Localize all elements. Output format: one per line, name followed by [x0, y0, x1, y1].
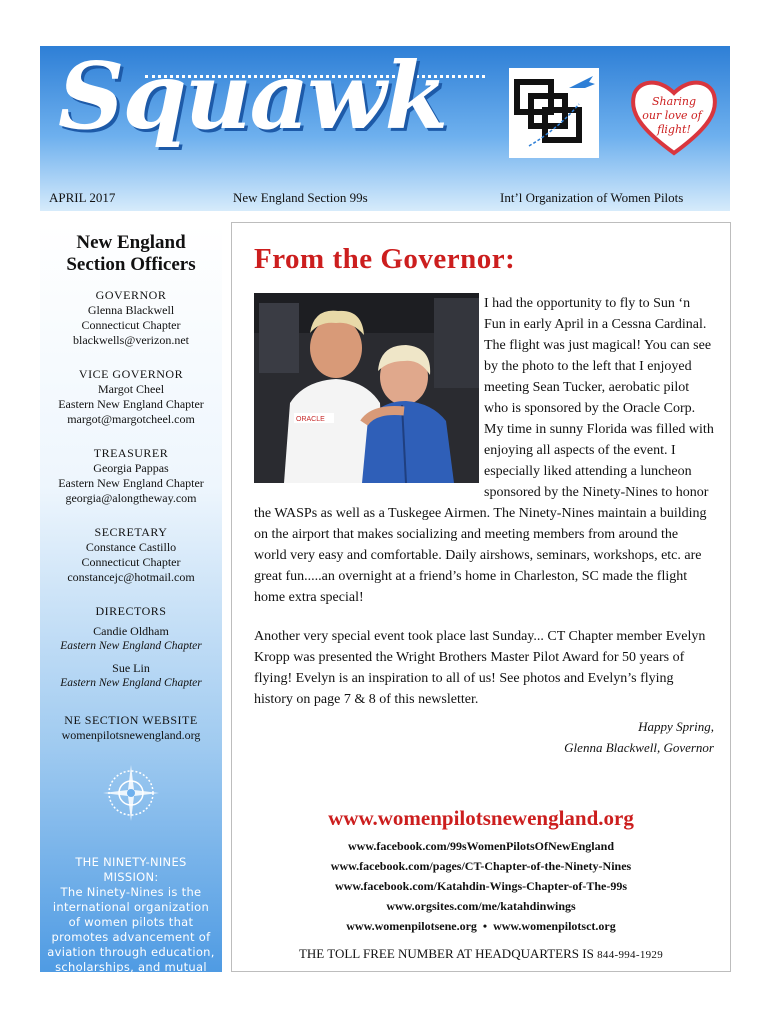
issue-date: APRIL 2017	[49, 190, 116, 205]
ninety-nines-logo	[509, 68, 599, 158]
section-name: New England Section 99s	[233, 190, 368, 205]
sidebar-heading-line1: New England	[76, 232, 186, 253]
officer-email[interactable]: constancejc@hotmail.com	[67, 570, 195, 584]
signoff-signature: Glenna Blackwell, Governor	[564, 740, 714, 755]
officer-email[interactable]: margot@margotcheel.com	[67, 412, 195, 426]
tollfree-number: 844-994-1929	[597, 949, 664, 961]
link-item[interactable]: www.facebook.com/99sWomenPilotsOfNewEngland	[347, 839, 614, 853]
officer-treasurer	[40, 446, 222, 506]
link-item[interactable]: www.facebook.com/pages/CT-Chapter-of-the-Ninety-Nines	[330, 859, 632, 873]
officer-vice-governor	[40, 367, 222, 427]
officer-chapter: Eastern New England Chapter	[58, 397, 204, 411]
director-chapter: Eastern New England Chapter	[60, 640, 202, 652]
officer-role: GOVERNOR	[95, 288, 167, 302]
officer-name: Glenna Blackwell	[87, 303, 175, 317]
heart-text-line3: flight!	[657, 123, 691, 136]
director-name: Candie Oldham	[93, 624, 169, 638]
officer-secretary	[40, 525, 222, 585]
newsletter-title: Squawk	[58, 42, 447, 150]
logo-emblem-icon	[509, 68, 599, 158]
main-website-link[interactable]: www.womenpilotsnewengland.org	[328, 806, 634, 830]
officer-name: Constance Castillo	[85, 540, 177, 554]
link-item[interactable]: www.orgsites.com/me/katahdinwings	[386, 899, 576, 913]
officer-name: Georgia Pappas	[93, 461, 169, 475]
directors-role: DIRECTORS	[95, 604, 167, 618]
officer-chapter: Connecticut Chapter	[81, 555, 181, 569]
tollfree-notice	[232, 946, 730, 962]
heart-text-line2: our love of	[642, 109, 702, 122]
officer-email[interactable]: blackwells@verizon.net	[72, 333, 189, 347]
director-chapter: Eastern New England Chapter	[60, 677, 202, 689]
officer-chapter: Connecticut Chapter	[81, 318, 181, 332]
section-website-link[interactable]: womenpilotsnewengland.org	[61, 728, 201, 742]
officer-role: VICE GOVERNOR	[78, 367, 184, 381]
directors-block	[40, 604, 222, 691]
link-item[interactable]: www.womenpilotsene.org • www.womenpilotsct.org	[346, 919, 616, 933]
sidebar-heading-line2: Section Officers	[66, 254, 196, 275]
officer-email[interactable]: georgia@alongtheway.com	[65, 491, 197, 505]
governor-article	[231, 222, 731, 972]
mission-text: The Ninety-Nines is the international organization of women pilots that promotes advancement of aviation through education, scholarships, and mutual support while honoring our unique history and sharing our passion for flight.	[47, 885, 215, 1019]
social-links-list	[232, 836, 730, 936]
tollfree-label: THE TOLL FREE NUMBER AT HEADQUARTERS IS	[298, 946, 594, 961]
signoff-greeting: Happy Spring,	[638, 719, 714, 734]
officers-sidebar	[40, 224, 222, 1019]
heart-text-line1: Sharing	[651, 95, 697, 108]
mission-title-line2: MISSION:	[103, 870, 159, 884]
mission-title-line1: THE NINETY-NINES	[75, 855, 187, 869]
officer-role: SECRETARY	[94, 525, 168, 539]
officer-name: Margot Cheel	[97, 382, 165, 396]
airplane-icon	[569, 76, 595, 88]
article-signoff	[254, 716, 714, 758]
mission-statement	[40, 855, 222, 1020]
article-paragraph-1: I had the opportunity to fly to Sun ‘n Fun in early April in a Cessna Cardinal. The flight was just magical! You can see by the photo to the left that I enjoyed meeting Sean Tucker, aerobatic pilot who is sponsored by the Oracle Corp. My time in sunny Florida was filled with enjoying all aspects of the event. I especially liked attending a luncheon sponsored by the Ninety-Nines to honor the WASPs as well as a Tuskegee Airmen. The Ninety-Nines maintain a building on the airport that makes socializing and meeting members from around the world very easy and comfortable. Daily airshows, seminars, workshops, etc. are great fun.....an overnight at a friend’s home in Charleston, SC made the flight home extra special!	[254, 296, 714, 605]
officer-governor	[40, 288, 222, 348]
compass-rose-icon	[101, 763, 161, 823]
link-item[interactable]: www.facebook.com/Katahdin-Wings-Chapter-of-The-99s	[334, 879, 627, 893]
heart-badge-icon	[628, 75, 720, 157]
officer-role: TREASURER	[93, 446, 169, 460]
website-heading: NE SECTION WEBSITE	[64, 713, 198, 727]
organization-name: Int’l Organization of Women Pilots	[500, 190, 684, 205]
article-headline: From the Governor:	[254, 243, 516, 275]
article-paragraph-2: Another very special event took place last Sunday... CT Chapter member Evelyn Kropp was presented the Wright Brothers Master Pilot Award for 50 years of flying! Evelyn is an inspiration to all of us! See photos and Evelyn’s flying history on page 7 & 8 of this newsletter.	[254, 629, 706, 707]
shirt-logo-text: ORACLE	[296, 416, 325, 423]
director-name: Sue Lin	[112, 661, 150, 675]
article-body	[254, 293, 714, 758]
officer-chapter: Eastern New England Chapter	[58, 476, 204, 490]
